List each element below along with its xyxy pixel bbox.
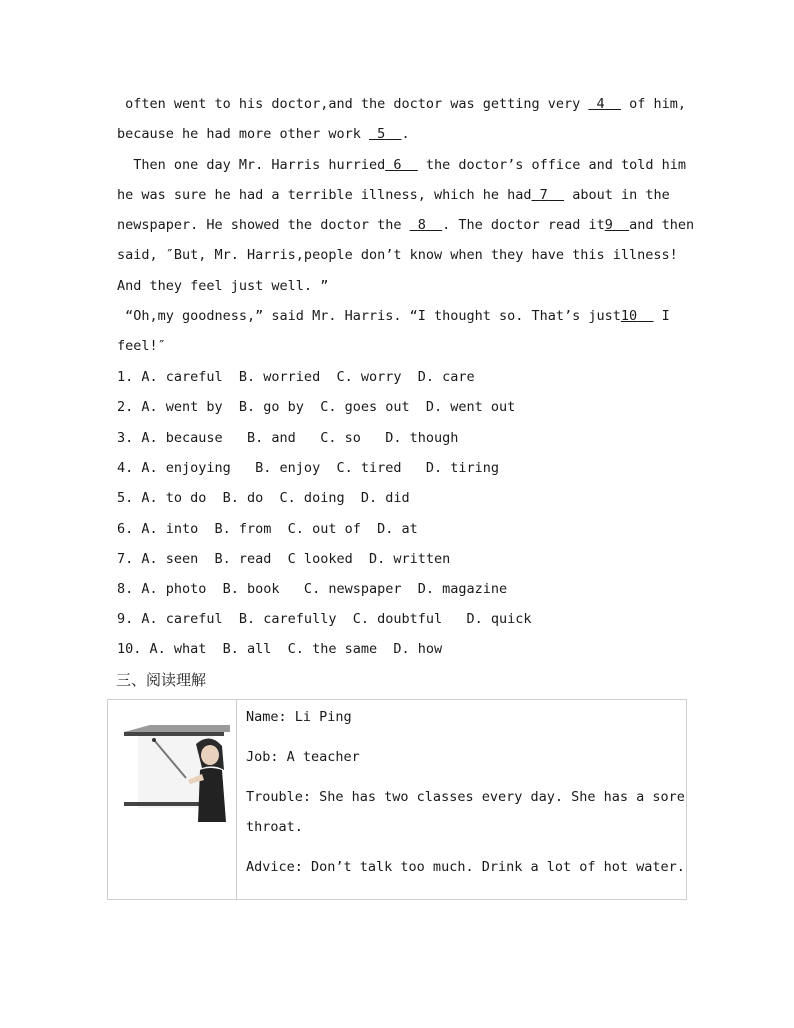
- passage-line: because he had more other work 5 .: [117, 126, 410, 142]
- question-1: 1. A. careful B. worried C. worry D. care: [117, 369, 475, 385]
- blank-4: 4: [596, 96, 605, 112]
- card-name: Name: Li Ping: [246, 709, 352, 725]
- blank-8: 8: [417, 217, 426, 233]
- card-advice: Advice: Don’t talk too much. Drink a lot of hot water.: [246, 859, 685, 875]
- info-card: [107, 699, 687, 900]
- passage-line: Then one day Mr. Harris hurried 6 the doctor’s office and told him: [117, 157, 686, 173]
- question-6: 6. A. into B. from C. out of D. at: [117, 521, 418, 537]
- question-4: 4. A. enjoying B. enjoy C. tired D. tiring: [117, 460, 500, 476]
- teacher-pointing-at-board-icon: [118, 710, 230, 826]
- question-7: 7. A. seen B. read C looked D. written: [117, 551, 451, 567]
- blank-9: 9: [604, 217, 613, 233]
- passage-line: newspaper. He showed the doctor the 8 . The doctor read it9 and then: [117, 217, 695, 233]
- card-divider: [236, 700, 237, 899]
- card-trouble: Trouble: She has two classes every day. She has a sore: [246, 789, 685, 805]
- question-8: 8. A. photo B. book C. newspaper D. magazine: [117, 581, 508, 597]
- question-5: 5. A. to do B. do C. doing D. did: [117, 490, 410, 506]
- passage-line: And they feel just well. ”: [117, 278, 329, 294]
- question-2: 2. A. went by B. go by C. goes out D. went out: [117, 399, 516, 415]
- question-9: 9. A. careful B. carefully C. doubtful D. quick: [117, 611, 532, 627]
- passage-line: he was sure he had a terrible illness, which he had 7 about in the: [117, 187, 670, 203]
- question-3: 3. A. because B. and C. so D. though: [117, 430, 459, 446]
- passage-line: said, ″But, Mr. Harris,people don’t know when they have this illness!: [117, 247, 678, 263]
- blank-7: 7: [539, 187, 548, 203]
- blank-6: 6: [393, 157, 402, 173]
- passage-line: “Oh,my goodness,” said Mr. Harris. “I thought so. That’s just10 I: [117, 308, 670, 324]
- passage-line: feel!″: [117, 338, 166, 354]
- blank-5: 5: [377, 126, 386, 142]
- question-10: 10. A. what B. all C. the same D. how: [117, 641, 443, 657]
- blank-10: 10: [620, 308, 638, 324]
- card-job: Job: A teacher: [246, 749, 360, 765]
- card-trouble-continued: throat.: [246, 819, 303, 835]
- passage-line: often went to his doctor,and the doctor was getting very 4 of him,: [117, 96, 686, 112]
- section-title: 三、阅读理解: [116, 671, 207, 689]
